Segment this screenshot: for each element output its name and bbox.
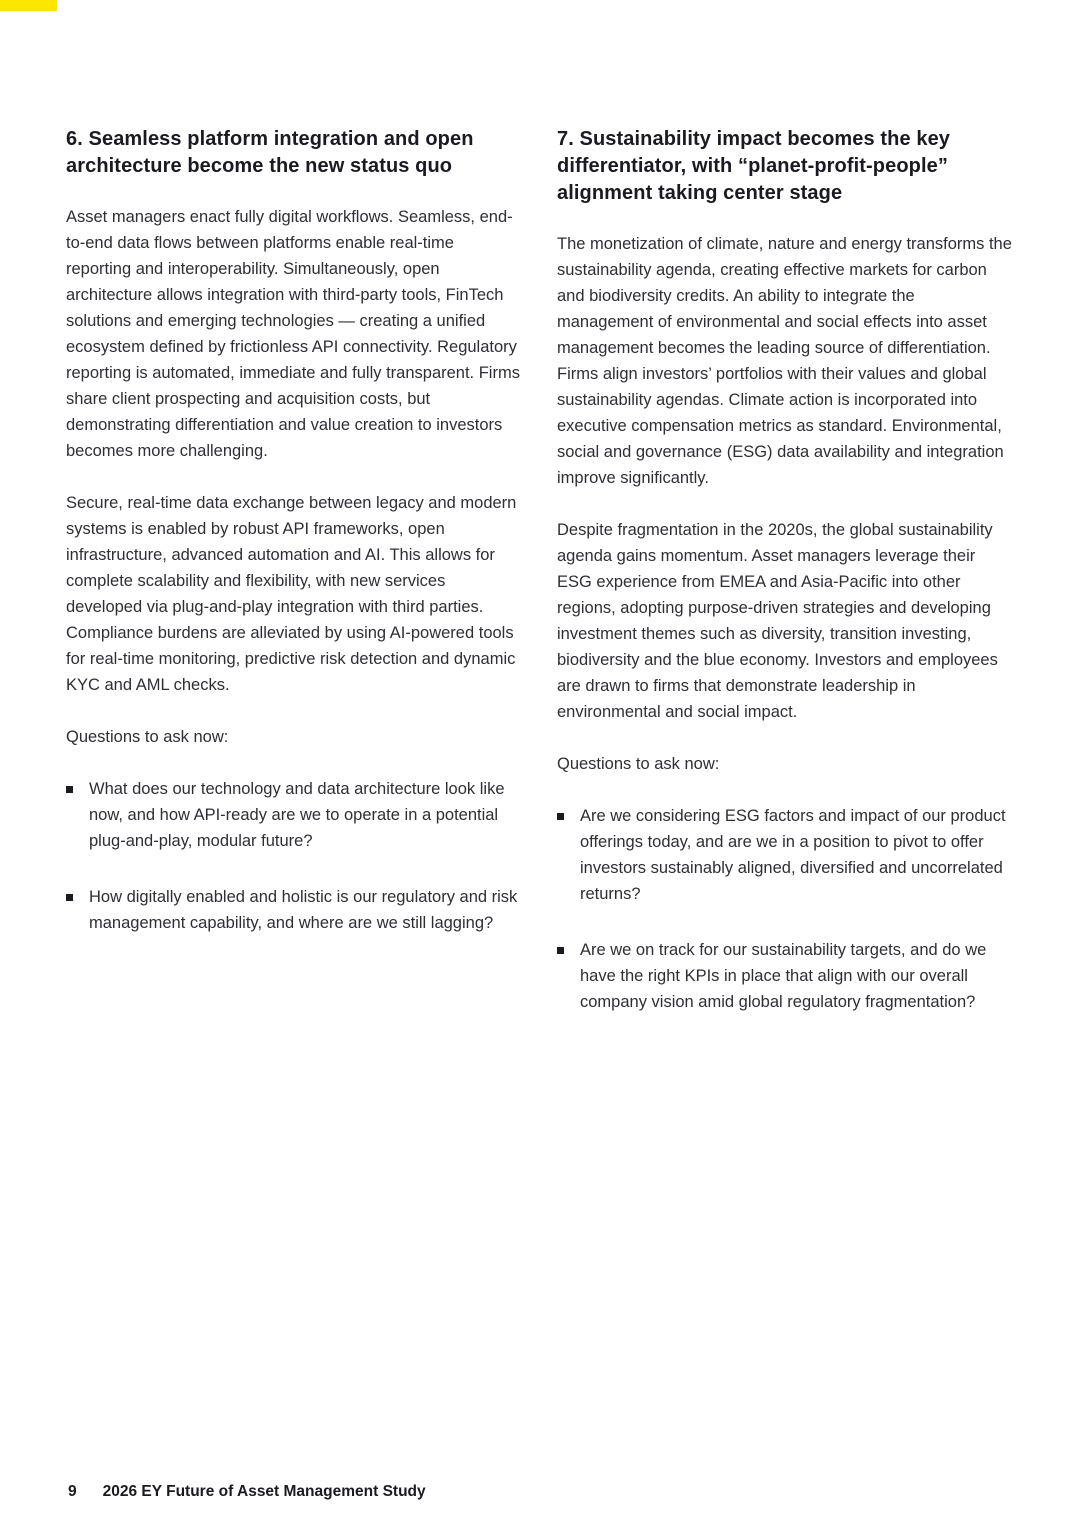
list-item bbox=[557, 937, 1014, 1015]
section-7-heading: 7. Sustainability impact becomes the key differentiator, with “planet-profit-people” alignment taking center stage bbox=[557, 128, 951, 204]
brand-accent-bar bbox=[0, 0, 57, 11]
section-6-paragraph-1: Asset managers enact fully digital workflows. Seamless, end-to-end data flows between platforms enable real-time reporting and interoperability. Simultaneously, open architecture allows integration with third-party tools, FinTech solutions and emerging technologies — creating a unified ecosystem defined by frictionless API connectivity. Regulatory reporting is automated, immediate and fully transparent. Firms share client prospecting and acquisition costs, but demonstrating differentiation and value creation to investors becomes more challenging. bbox=[66, 208, 520, 460]
bullet-square-icon bbox=[66, 786, 73, 793]
section-7-column bbox=[557, 126, 1014, 1045]
page-number: 9 bbox=[68, 1483, 77, 1500]
section-6-paragraph-2: Secure, real-time data exchange between legacy and modern systems is enabled by robust API frameworks, open infrastructure, advanced automation and AI. This allows for complete scalability and flexibility, with new services developed via plug-and-play integration with third parties. Compliance burdens are alleviated by using AI-powered tools for real-time monitoring, predictive risk detection and dynamic KYC and AML checks. bbox=[66, 494, 517, 694]
section-6-bullet-2: How digitally enabled and holistic is our regulatory and risk management capability, and where are we still lagging? bbox=[89, 888, 518, 932]
section-6-questions-label: Questions to ask now: bbox=[66, 728, 229, 746]
list-item bbox=[557, 803, 1014, 907]
section-7-paragraph-2: Despite fragmentation in the 2020s, the global sustainability agenda gains momentum. Asset managers leverage their ESG experience from EMEA and Asia-Pacific into other regions, adopting purpose-driven strategies and developing investment themes such as diversity, transition investing, biodiversity and the blue economy. Investors and employees are drawn to firms that demonstrate leadership in environmental and social impact. bbox=[557, 521, 998, 721]
section-7-paragraph-1: The monetization of climate, nature and energy transforms the sustainability agenda, creating effective markets for carbon and biodiversity credits. An ability to integrate the management of environmental and social effects into asset management becomes the leading source of differentiation. Firms align investors’ portfolios with their values and global sustainability agendas. Climate action is incorporated into executive compensation metrics as standard. Environmental, social and governance (ESG) data availability and integration improve significantly. bbox=[557, 235, 1012, 487]
two-column-content bbox=[66, 126, 1014, 1045]
section-6-bullet-1: What does our technology and data architecture look like now, and how API-ready are we to operate in a potential plug-and-play, modular future? bbox=[89, 780, 505, 850]
section-6-column bbox=[66, 126, 523, 1045]
footer-document-title: 2026 EY Future of Asset Management Study bbox=[102, 1483, 426, 1500]
bullet-square-icon bbox=[557, 947, 564, 954]
list-item bbox=[66, 776, 523, 854]
section-7-bullet-1: Are we considering ESG factors and impact of our product offerings today, and are we in a position to pivot to offer investors sustainably aligned, diversified and uncorrelated returns? bbox=[580, 807, 1006, 903]
list-item bbox=[66, 884, 523, 936]
bullet-square-icon bbox=[66, 894, 73, 901]
page-footer bbox=[68, 1483, 426, 1501]
section-7-questions-label: Questions to ask now: bbox=[557, 755, 720, 773]
section-6-heading: 6. Seamless platform integration and open architecture become the new status quo bbox=[66, 128, 474, 177]
bullet-square-icon bbox=[557, 813, 564, 820]
section-7-bullet-2: Are we on track for our sustainability targets, and do we have the right KPIs in place that align with our overall company vision amid global regulatory fragmentation? bbox=[580, 941, 987, 1011]
